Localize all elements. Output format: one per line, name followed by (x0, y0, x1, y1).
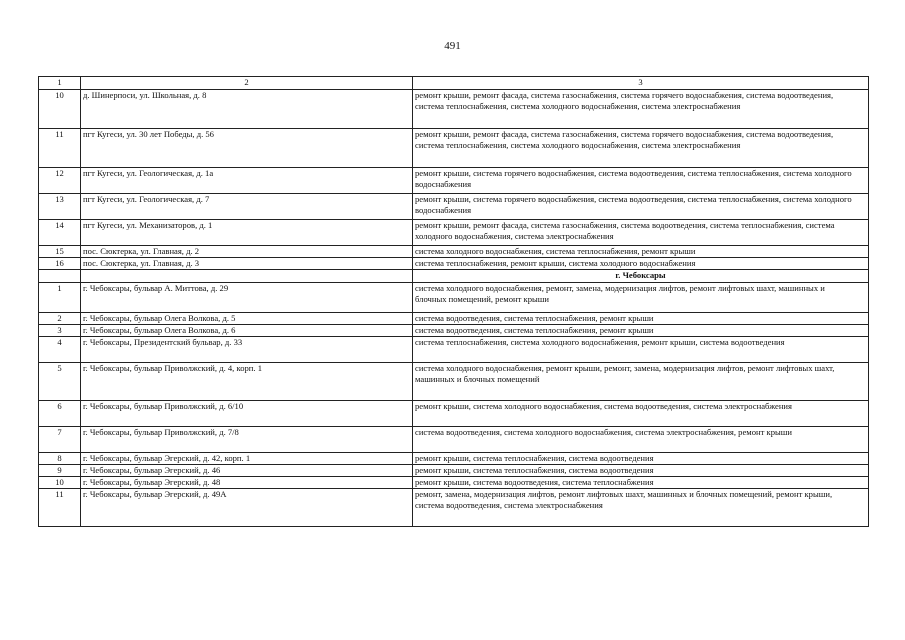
row-address: г. Чебоксары, бульвар Эгерский, д. 48 (81, 477, 413, 489)
row-address: г. Чебоксары, бульвар Олега Волкова, д. 6 (81, 325, 413, 337)
row-works: ремонт крыши, система теплоснабжения, система водоотведения (413, 465, 869, 477)
row-works: ремонт крыши, система холодного водоснабжения, система водоотведения, система электроснабжения (413, 401, 869, 427)
table-row (39, 258, 869, 270)
table-row (39, 246, 869, 258)
row-address: г. Чебоксары, бульвар Эгерский, д. 46 (81, 465, 413, 477)
page-number: 491 (444, 40, 461, 52)
row-works: система холодного водоснабжения, ремонт крыши, ремонт, замена, модернизация лифтов, ремонт лифтовых шахт, машинных и блочных помещений (413, 363, 869, 401)
table-row (39, 220, 869, 246)
table-row (39, 489, 869, 527)
section-heading-blank (81, 270, 413, 283)
table-row (39, 168, 869, 194)
table-row (39, 337, 869, 363)
row-works: ремонт крыши, система горячего водоснабжения, система водоотведения, система теплоснабжения, система холодного водоснабжения (413, 168, 869, 194)
row-address: пгт Кугеси, ул. 30 лет Победы, д. 56 (81, 129, 413, 168)
row-number: 15 (39, 246, 81, 258)
table-row (39, 129, 869, 168)
row-number: 10 (39, 477, 81, 489)
row-works: система холодного водоснабжения, ремонт, замена, модернизация лифтов, ремонт лифтовых шахт, машинных и блочных помещений, ремонт крыши (413, 283, 869, 313)
row-number: 10 (39, 90, 81, 129)
column-number-2: 2 (81, 77, 413, 90)
row-address: г. Чебоксары, бульвар Олега Волкова, д. 5 (81, 313, 413, 325)
row-works: ремонт крыши, ремонт фасада, система газоснабжения, система горячего водоснабжения, система водоотведения, система теплоснабжения, система холодного водоснабжения, система электроснабжения (413, 129, 869, 168)
row-address: пос. Сюктерка, ул. Главная, д. 3 (81, 258, 413, 270)
row-works: ремонт крыши, система горячего водоснабжения, система водоотведения, система теплоснабжения, система холодного водоснабжения (413, 194, 869, 220)
row-address: г. Чебоксары, бульвар Приволжский, д. 7/8 (81, 427, 413, 453)
row-number: 1 (39, 283, 81, 313)
table-row (39, 194, 869, 220)
section-heading-blank (39, 270, 81, 283)
row-address: г. Чебоксары, бульвар Приволжский, д. 6/10 (81, 401, 413, 427)
row-number: 9 (39, 465, 81, 477)
row-address: г. Чебоксары, бульвар Приволжский, д. 4, корп. 1 (81, 363, 413, 401)
row-address: г. Чебоксары, Президентский бульвар, д. 33 (81, 337, 413, 363)
section-heading: г. Чебоксары (413, 270, 869, 283)
row-works: система холодного водоснабжения, система теплоснабжения, ремонт крыши (413, 246, 869, 258)
row-works: система теплоснабжения, система холодного водоснабжения, ремонт крыши, система водоотведения (413, 337, 869, 363)
column-number-row (39, 77, 869, 90)
row-number: 5 (39, 363, 81, 401)
section-heading-row (39, 270, 869, 283)
row-number: 14 (39, 220, 81, 246)
table-row (39, 401, 869, 427)
column-number-3: 3 (413, 77, 869, 90)
row-number: 8 (39, 453, 81, 465)
row-address: г. Чебоксары, бульвар А. Миттова, д. 29 (81, 283, 413, 313)
column-number-1: 1 (39, 77, 81, 90)
table-row (39, 427, 869, 453)
row-number: 12 (39, 168, 81, 194)
row-number: 6 (39, 401, 81, 427)
table-row (39, 283, 869, 313)
table-row (39, 477, 869, 489)
row-number: 3 (39, 325, 81, 337)
row-works: ремонт крыши, ремонт фасада, система газоснабжения, система горячего водоснабжения, система водоотведения, система теплоснабжения, система холодного водоснабжения, система электроснабжения (413, 90, 869, 129)
table-row (39, 363, 869, 401)
row-number: 16 (39, 258, 81, 270)
row-works: ремонт крыши, система теплоснабжения, система водоотведения (413, 453, 869, 465)
table-row (39, 325, 869, 337)
row-works: система теплоснабжения, ремонт крыши, система холодного водоснабжения (413, 258, 869, 270)
row-address: пгт Кугеси, ул. Механизаторов, д. 1 (81, 220, 413, 246)
row-address: г. Чебоксары, бульвар Эгерский, д. 49А (81, 489, 413, 527)
row-address: пгт Кугеси, ул. Геологическая, д. 1а (81, 168, 413, 194)
table-body (39, 77, 869, 527)
row-address: г. Чебоксары, бульвар Эгерский, д. 42, корп. 1 (81, 453, 413, 465)
row-works: ремонт крыши, ремонт фасада, система газоснабжения, система водоотведения, система теплоснабжения, система холодного водоснабжения, система электроснабжения (413, 220, 869, 246)
row-address: пос. Сюктерка, ул. Главная, д. 2 (81, 246, 413, 258)
table-row (39, 453, 869, 465)
row-number: 11 (39, 489, 81, 527)
row-number: 7 (39, 427, 81, 453)
row-works: система водоотведения, система холодного водоснабжения, система электроснабжения, ремонт крыши (413, 427, 869, 453)
row-number: 13 (39, 194, 81, 220)
row-number: 4 (39, 337, 81, 363)
repair-program-table (38, 76, 869, 527)
row-address: д. Шинерпоси, ул. Школьная, д. 8 (81, 90, 413, 129)
row-works: ремонт, замена, модернизация лифтов, ремонт лифтовых шахт, машинных и блочных помещений, ремонт крыши, система водоотведения, система электроснабжения (413, 489, 869, 527)
row-works: ремонт крыши, система водоотведения, система теплоснабжения (413, 477, 869, 489)
row-works: система водоотведения, система теплоснабжения, ремонт крыши (413, 325, 869, 337)
table-row (39, 465, 869, 477)
row-number: 11 (39, 129, 81, 168)
row-works: система водоотведения, система теплоснабжения, ремонт крыши (413, 313, 869, 325)
table-row (39, 313, 869, 325)
table-row (39, 90, 869, 129)
row-address: пгт Кугеси, ул. Геологическая, д. 7 (81, 194, 413, 220)
row-number: 2 (39, 313, 81, 325)
